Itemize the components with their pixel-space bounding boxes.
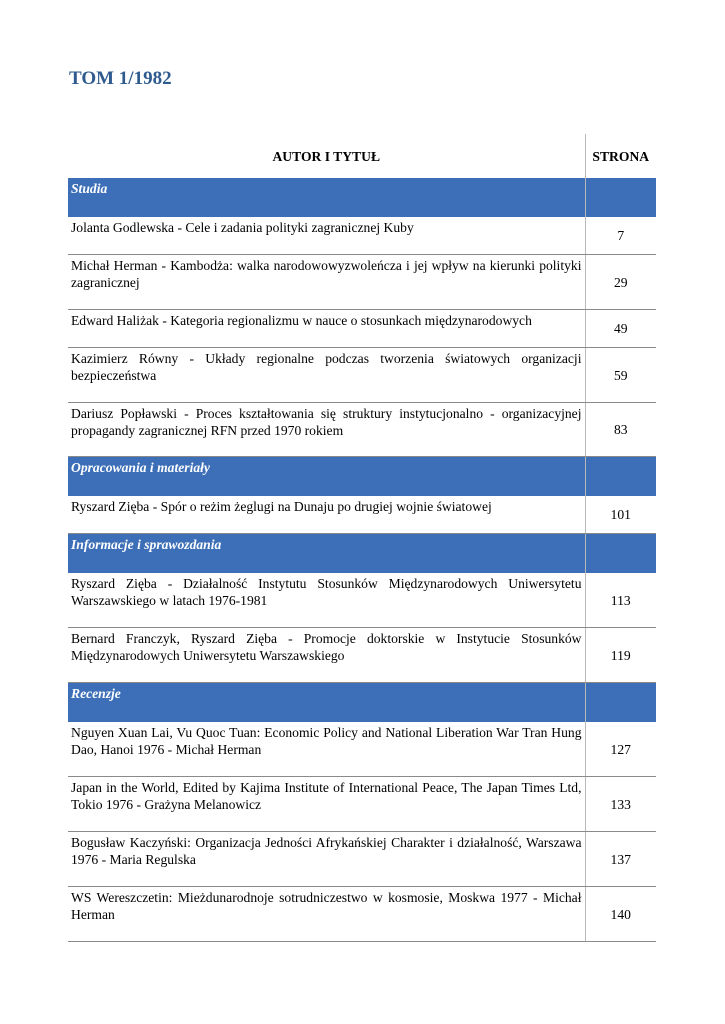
table-row: [68, 310, 656, 348]
table-row: [68, 217, 656, 255]
section-row: [68, 457, 656, 497]
entry-text: Japan in the World, Edited by Kajima Institute of International Peace, The Japan Times Ltd, Tokio 1976 - Grażyna Melanowicz: [68, 777, 585, 832]
table-row: [68, 887, 656, 942]
entry-page: 49: [585, 310, 656, 348]
section-title: Studia: [68, 178, 585, 217]
entry-page: 137: [585, 832, 656, 887]
table-of-contents: [68, 134, 656, 942]
entry-text: Dariusz Popławski - Proces kształtowania się struktury instytucjonalno - organizacyjnej propagandy zagranicznej RFN przed 1970 rokiem: [68, 403, 585, 457]
section-row: [68, 178, 656, 217]
table-row: [68, 777, 656, 832]
entry-text: Ryszard Zięba - Spór o reżim żeglugi na Dunaju po drugiej wojnie światowej: [68, 496, 585, 534]
table-row: [68, 403, 656, 457]
table-row: [68, 348, 656, 403]
entry-page: 140: [585, 887, 656, 942]
entry-page: 59: [585, 348, 656, 403]
table-row: [68, 722, 656, 777]
entry-text: Jolanta Godlewska - Cele i zadania polityki zagranicznej Kuby: [68, 217, 585, 255]
entry-page: 113: [585, 573, 656, 628]
entry-text: Nguyen Xuan Lai, Vu Quoc Tuan: Economic Policy and National Liberation War Tran Hung Dao, Hanoi 1976 - Michał Herman: [68, 722, 585, 777]
section-row: [68, 534, 656, 574]
entry-page: 101: [585, 496, 656, 534]
entry-page: 119: [585, 628, 656, 683]
table-row: [68, 573, 656, 628]
entry-text: Edward Haliżak - Kategoria regionalizmu w nauce o stosunkach międzynarodowych: [68, 310, 585, 348]
entry-text: Michał Herman - Kambodża: walka narodowowyzwoleńcza i jej wpływ na kierunki polityki zagranicznej: [68, 255, 585, 310]
entry-page: 83: [585, 403, 656, 457]
entry-text: Ryszard Zięba - Działalność Instytutu Stosunków Międzynarodowych Uniwersytetu Warszawskiego w latach 1976-1981: [68, 573, 585, 628]
volume-title: TOM 1/1982: [69, 68, 172, 89]
header-page: STRONA: [585, 134, 656, 178]
entry-page: 29: [585, 255, 656, 310]
table-row: [68, 496, 656, 534]
section-title: Recenzje: [68, 683, 585, 723]
table-header: [68, 134, 656, 178]
entry-text: Bernard Franczyk, Ryszard Zięba - Promocje doktorskie w Instytucie Stosunków Międzynarodowych Uniwersytetu Warszawskiego: [68, 628, 585, 683]
section-title: Informacje i sprawozdania: [68, 534, 585, 574]
entry-text: Kazimierz Równy - Układy regionalne podczas tworzenia światowych organizacji bezpieczeństwa: [68, 348, 585, 403]
entry-page: 7: [585, 217, 656, 255]
table-row: [68, 255, 656, 310]
header-author-title: AUTOR I TYTUŁ: [272, 148, 381, 164]
section-title: Opracowania i materiały: [68, 457, 585, 497]
entry-text: Bogusław Kaczyński: Organizacja Jedności Afrykańskiej Charakter i działalność, Warszawa 1976 - Maria Regulska: [68, 832, 585, 887]
entry-text: WS Wereszczetin: Mieżdunarodnoje sotrudniczestwo w kosmosie, Moskwa 1977 - Michał Herman: [68, 887, 585, 942]
section-row: [68, 683, 656, 723]
entry-page: 127: [585, 722, 656, 777]
table-row: [68, 628, 656, 683]
table-row: [68, 832, 656, 887]
entry-page: 133: [585, 777, 656, 832]
